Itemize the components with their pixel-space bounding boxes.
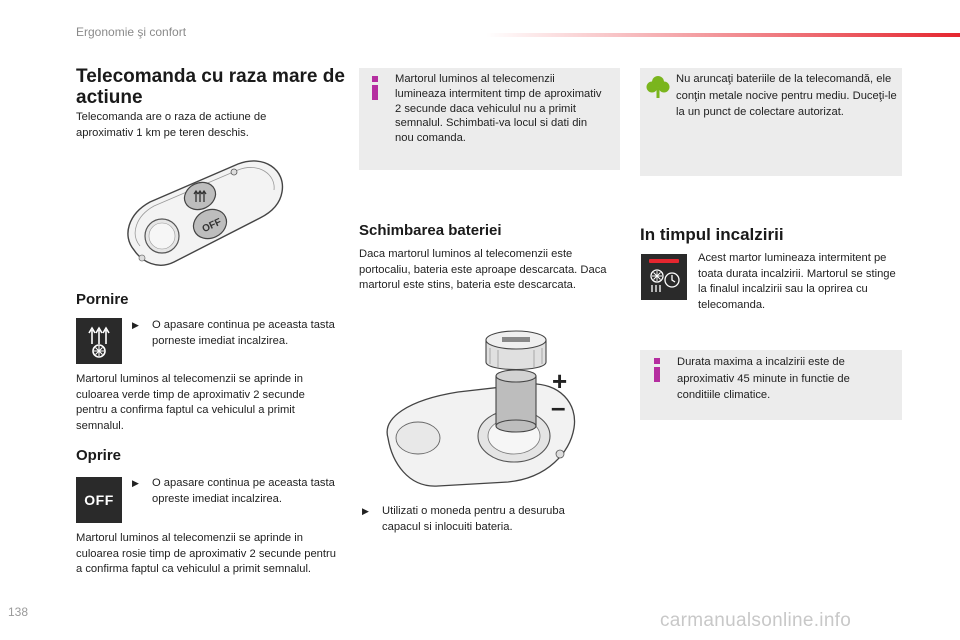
eco-box xyxy=(640,68,902,176)
battery-bullet-text: Utilizati o moneda pentru a desuruba capacul si inlocuiti bateria. xyxy=(382,505,565,533)
bullet-arrow-icon: ▶ xyxy=(362,506,369,516)
heat-symbol-icon xyxy=(194,191,206,202)
stop-heading: Oprire xyxy=(76,447,122,464)
start-heading: Pornire xyxy=(76,291,129,308)
eco-text: Nu aruncaţi bateriile de la telecomandă, ele conţin metale nocive pentru mediu. Duceţi-le la un punct de colectare autorizat. xyxy=(676,73,897,118)
stop-bullet-text: O apasare continua pe aceasta tasta opreste imediat incalzirea. xyxy=(152,477,335,505)
bullet-arrow-icon: ▶ xyxy=(132,320,139,330)
stop-bullet xyxy=(132,476,337,507)
middle-info-text: Martorul luminos al telecomenzii lumineaza intermitent timp de aproximativ 2 secunde daca vehiculul nu a primit semnalul. Schimbati-va locul si dati din nou comanda. xyxy=(395,73,602,145)
tree-icon xyxy=(646,74,670,100)
middle-info-box xyxy=(359,68,620,170)
section-label: Ergonomie şi confort xyxy=(76,25,187,39)
minus-sign: – xyxy=(551,392,566,422)
right-info-text: Durata maxima a incalzirii este de aproximativ 45 minute in functie de conditiile climatice. xyxy=(677,356,850,401)
battery-heading: Schimbarea bateriei xyxy=(359,222,502,239)
remote-off-label: OFF xyxy=(200,216,224,236)
off-button-icon xyxy=(76,477,122,523)
plus-sign: + xyxy=(552,366,568,396)
start-note: Martorul luminos al telecomenzii se aprinde in culoarea verde timp de aproximativ 2 secunde pentru a confirma faptul ca vehiculul a primit semnalul. xyxy=(76,373,305,432)
battery-bullet xyxy=(362,504,602,535)
remote-illustration xyxy=(118,158,290,278)
off-icon-label: OFF xyxy=(84,492,114,508)
start-bullet-text: O apasare continua pe aceasta tasta porneste imediat incalzirea. xyxy=(152,319,335,347)
stop-note: Martorul luminos al telecomenzii se aprinde in culoarea rosie timp de aproximativ 2 secunde pentru a confirma faptul ca vehiculul a primit semnalul. xyxy=(76,532,336,575)
heating-heading: In timpul incalzirii xyxy=(640,225,784,244)
heating-text: Acest martor lumineaza intermitent pe toata durata incalzirii. Martorul se stinge la finalul incalzirii sau la oprirea cu telecomanda. xyxy=(698,252,896,311)
right-info-box xyxy=(640,350,902,420)
page-number: 138 xyxy=(8,605,29,619)
heat-button-icon xyxy=(76,318,122,364)
header-rule xyxy=(486,33,960,37)
start-bullet xyxy=(132,318,337,349)
intro-text: Telecomanda are o raza de actiune de aproximativ 1 km pe teren deschis. xyxy=(76,111,267,139)
watermark: carmanualsonline.info xyxy=(660,610,852,631)
page-title: Telecomanda cu raza mare de actiune xyxy=(76,66,345,108)
battery-text: Daca martorul luminos al telecomenzii este portocaliu, bateria este aproape descarcata. Daca martorul este stins, bateria este descarcata. xyxy=(359,248,607,291)
heating-indicator-icon xyxy=(641,254,687,300)
bullet-arrow-icon: ▶ xyxy=(132,478,139,488)
